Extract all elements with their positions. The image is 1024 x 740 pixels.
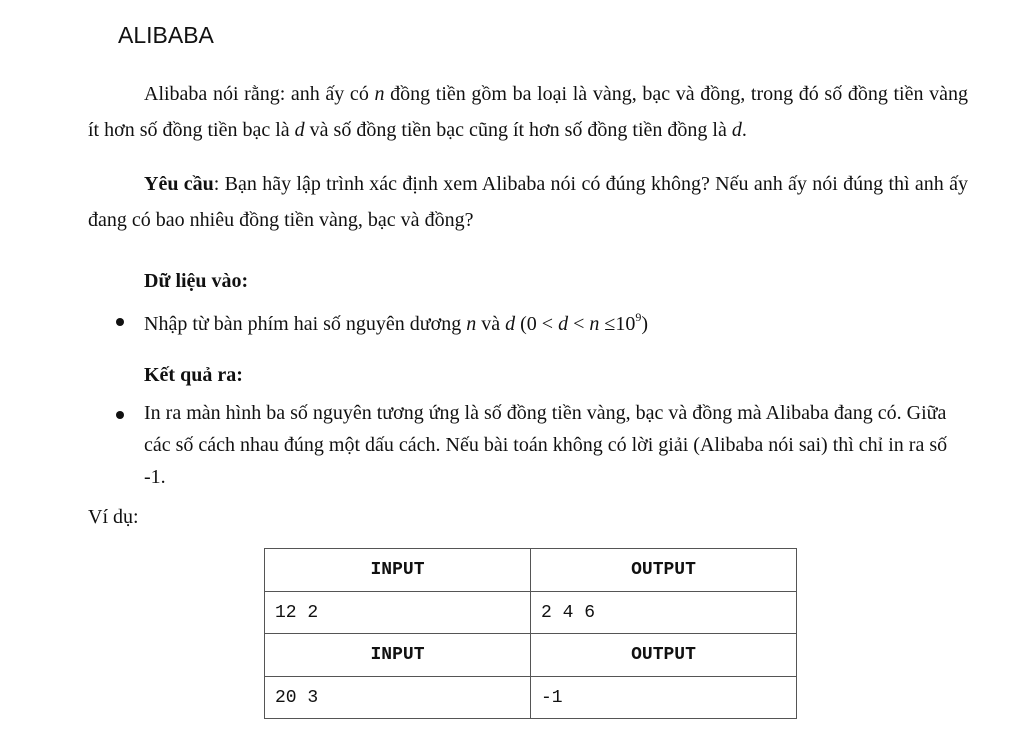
output-description: In ra màn hình ba số nguyên tương ứng là số đồng tiền vàng, bạc và đồng mà Alibaba đang có. Giữa các số cách nhau đúng một dấu cách. Nếu bài toán không có lời giải (Alibaba nói sai) thì chỉ in ra số -1.	[144, 402, 948, 488]
description-text-2: đồng tiền gồm ba loại là vàng, bạc và đồng, trong đó số đồng tiền vàng ít hơn số đồng tiền bạc là	[88, 83, 968, 141]
requirement-text: : Bạn hãy lập trình xác định xem Alibaba nói có đúng không? Nếu anh ấy nói đúng thì anh ấy đang có bao nhiêu đồng tiền vàng, bạc và đồng?	[88, 173, 968, 231]
output-header: OUTPUT	[531, 549, 797, 592]
bullet-icon	[116, 318, 124, 326]
problem-title: ALIBABA	[118, 22, 214, 48]
example-label: Ví dụ:	[88, 506, 139, 528]
var-d: d	[505, 313, 516, 335]
input-text-3: (0 <	[515, 313, 559, 335]
description-text-1: Alibaba nói rằng: anh ấy có	[144, 83, 375, 105]
var-n: n	[589, 313, 600, 335]
problem-description	[88, 76, 968, 148]
table-row	[265, 677, 797, 719]
example-output: 2 4 6	[531, 592, 797, 634]
var-n: n	[466, 313, 477, 335]
input-heading: Dữ liệu vào:	[144, 270, 249, 292]
var-d: d	[294, 119, 305, 141]
input-text-6: )	[641, 313, 648, 335]
input-text-4: <	[568, 313, 590, 335]
example-table	[264, 548, 797, 719]
example-input: 12 2	[265, 592, 531, 634]
input-bullet	[112, 306, 912, 342]
requirement-paragraph	[88, 166, 968, 238]
example-output: -1	[531, 677, 797, 719]
table-header-row	[265, 549, 797, 592]
description-text-4: .	[741, 119, 747, 141]
var-d: d	[731, 119, 742, 141]
input-text-1: Nhập từ bàn phím hai số nguyên dương	[144, 313, 467, 335]
input-text-5: ≤10	[599, 313, 636, 335]
input-header: INPUT	[265, 549, 531, 592]
description-text-3: và số đồng tiền bạc cũng ít hơn số đồng tiền đồng là	[304, 119, 732, 141]
table-row	[265, 592, 797, 634]
input-description	[144, 306, 648, 342]
requirement-label: Yêu cầu	[144, 173, 214, 195]
exponent: 9	[635, 310, 642, 324]
input-text-2: và	[476, 313, 506, 335]
bullet-icon	[116, 411, 124, 419]
output-heading: Kết quả ra:	[144, 364, 243, 386]
input-header: INPUT	[265, 634, 531, 677]
var-d: d	[558, 313, 569, 335]
example-input: 20 3	[265, 677, 531, 719]
var-n: n	[374, 83, 385, 105]
table-header-row	[265, 634, 797, 677]
output-header: OUTPUT	[531, 634, 797, 677]
